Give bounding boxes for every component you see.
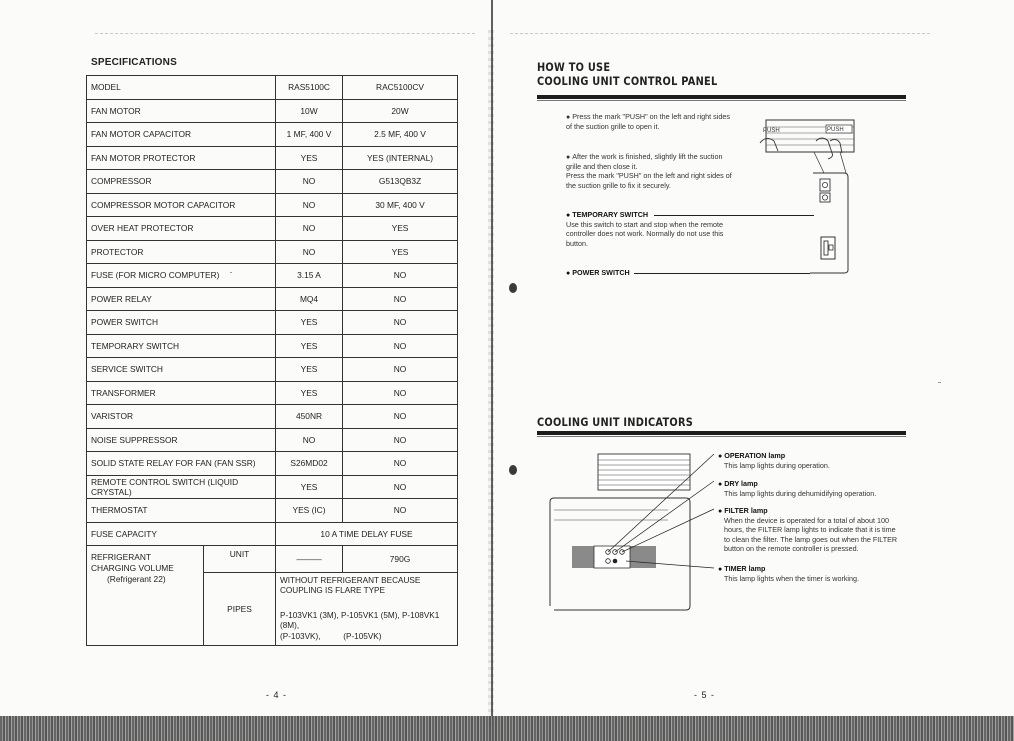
note-text: Press the mark "PUSH" on the left and right sides of the suction grille to fix it securely. [566, 171, 732, 190]
timer-lamp-title: TIMER lamp [724, 564, 766, 573]
refrigerant-label-cell [87, 546, 204, 646]
outdoor-value-cell: NO [343, 334, 458, 358]
temporary-switch-desc: Use this switch to start and stop when the remote controller does not work. Normally do not use this button. [566, 220, 724, 248]
outdoor-value-cell: NO [343, 405, 458, 429]
indoor-value-cell: 3.15 A [276, 264, 343, 288]
table-row [87, 522, 458, 546]
indoor-value-cell: YES (IC) [276, 499, 343, 523]
dry-lamp-note [718, 479, 898, 498]
indoor-value-cell: 1 ΜF, 400 V [276, 123, 343, 147]
outdoor-value-cell: G513QB3Z [343, 170, 458, 194]
section-rule [537, 436, 906, 437]
indoor-value-cell: NO [276, 193, 343, 217]
indoor-value-cell: NO [276, 240, 343, 264]
table-row [87, 264, 458, 288]
filter-lamp-note [718, 506, 900, 553]
section-title-indicators: COOLING UNIT INDICATORS [537, 415, 694, 429]
item-cell: FAN MOTOR CAPACITOR [87, 123, 276, 147]
table-row [87, 193, 458, 217]
table-row [87, 358, 458, 382]
page-number-right: - 5 - [694, 690, 716, 700]
specifications-table [86, 75, 458, 646]
note-text: After the work is finished, slightly lift the suction grille and then close it. [566, 152, 723, 172]
section-rule [537, 431, 906, 435]
bullet-icon: ● [566, 114, 571, 121]
table-row [87, 546, 458, 573]
unit-label-cell: UNIT [204, 546, 276, 573]
bullet-icon: ● [718, 508, 723, 515]
table-row [87, 287, 458, 311]
operation-lamp-note [718, 451, 898, 470]
title-line: HOW TO USE [537, 60, 611, 74]
indoor-value-cell: NO [276, 428, 343, 452]
table-row [87, 170, 458, 194]
header-cell-outdoor-model: RAC5100CV [343, 76, 458, 100]
indoor-value-cell: YES [276, 146, 343, 170]
outdoor-value-cell: NO [343, 381, 458, 405]
binding-line [491, 0, 493, 741]
punch-hole [509, 465, 517, 475]
bullet-icon: ● [718, 566, 723, 573]
item-cell: TRANSFORMER [87, 381, 276, 405]
unit-outdoor-value: 790G [343, 546, 458, 573]
item-cell: TEMPORARY SWITCH [87, 334, 276, 358]
outdoor-value-cell: 30 ΜF, 400 V [343, 193, 458, 217]
indoor-value-cell: NO [276, 170, 343, 194]
header-cell-indoor-model: RAS5100C [276, 76, 343, 100]
outdoor-value-cell: NO [343, 428, 458, 452]
filter-lamp-title: FILTER lamp [724, 506, 768, 515]
push-label-right: PUSH [827, 127, 844, 133]
table-row [87, 405, 458, 429]
indoor-value-cell: YES [276, 334, 343, 358]
table-row [87, 76, 458, 100]
table-row [87, 428, 458, 452]
item-cell: FAN MOTOR PROTECTOR [87, 146, 276, 170]
outdoor-value-cell: NO [343, 358, 458, 382]
pipes-models: P-103VK1 (3M), P-105VK1 (5M), P-108VK1 (8M), [280, 610, 440, 630]
pipes-models: (P-103VK), (P-105VK) [280, 631, 382, 641]
filter-lamp-desc: When the device is operated for a total of about 100 hours, the FILTER lamp lights to indicate that it is time to clean the filter. The lamp goes out when the FILTER button on the remote controller is pressed. [724, 516, 898, 553]
fuse-capacity-value: 10 A TIME DELAY FUSE [276, 522, 458, 546]
item-cell: SERVICE SWITCH [87, 358, 276, 382]
dry-lamp-title: DRY lamp [724, 479, 758, 488]
note-open-grille [566, 112, 736, 131]
operation-lamp-title: OPERATION lamp [724, 451, 786, 460]
table-row [87, 99, 458, 123]
table-row [87, 381, 458, 405]
indoor-value-cell: YES [276, 358, 343, 382]
specifications-title: SPECIFICATIONS [91, 57, 177, 68]
bullet-icon: ● [566, 270, 571, 277]
item-cell: PROTECTOR [87, 240, 276, 264]
page-number-left: - 4 - [266, 690, 288, 700]
pipes-note: WITHOUT REFRIGERANT BECAUSE COUPLING IS FLARE TYPE [280, 575, 421, 595]
bullet-icon: ● [566, 154, 571, 161]
indoor-value-cell: YES [276, 475, 343, 499]
outdoor-value-cell: YES [343, 217, 458, 241]
note-text: Press the mark "PUSH" on the left and right sides of the suction grille to open it. [566, 112, 730, 132]
pipes-label-cell: PIPES [204, 572, 276, 646]
timer-lamp-desc: This lamp lights when the timer is working. [724, 574, 860, 584]
table-row [87, 499, 458, 523]
outdoor-value-cell: 20W [343, 99, 458, 123]
table-row [87, 452, 458, 476]
section-rule [537, 95, 906, 99]
indoor-value-cell: S26MD02 [276, 452, 343, 476]
section-title-control-panel [537, 60, 717, 88]
power-switch-title: POWER SWITCH [572, 268, 630, 277]
indoor-value-cell: MQ4 [276, 287, 343, 311]
section-rule [537, 100, 906, 101]
table-row [87, 240, 458, 264]
indoor-value-cell: YES [276, 381, 343, 405]
item-cell: THERMOSTAT [87, 499, 276, 523]
outdoor-value-cell: NO [343, 475, 458, 499]
title-line: COOLING UNIT CONTROL PANEL [537, 74, 718, 88]
outdoor-value-cell: NO [343, 499, 458, 523]
item-cell: FUSE CAPACITY [87, 522, 276, 546]
item-cell: VARISTOR [87, 405, 276, 429]
item-cell: SOLID STATE RELAY FOR FAN (FAN SSR) [87, 452, 276, 476]
power-switch-note [566, 268, 630, 278]
left-page [0, 0, 490, 741]
item-cell: COMPRESSOR [87, 170, 276, 194]
item-cell: OVER HEAT PROTECTOR [87, 217, 276, 241]
bullet-icon: ● [718, 453, 723, 460]
pipes-description-cell [276, 572, 458, 646]
outdoor-value-cell: NO [343, 287, 458, 311]
indoor-value-cell: YES [276, 311, 343, 335]
temporary-switch-title: TEMPORARY SWITCH [572, 210, 649, 219]
timer-lamp-note [718, 564, 898, 583]
unit-indoor-value: ——— [276, 546, 343, 573]
table-row [87, 334, 458, 358]
scan-bottom-edge [0, 716, 1014, 741]
outdoor-value-cell: NO [343, 264, 458, 288]
item-cell: NOISE SUPPRESSOR [87, 428, 276, 452]
outdoor-value-cell: NO [343, 452, 458, 476]
item-cell: REMOTE CONTROL SWITCH (LIQUID CRYSTAL) [87, 475, 276, 499]
item-cell: POWER SWITCH [87, 311, 276, 335]
table-row [87, 217, 458, 241]
note-close-grille [566, 152, 734, 190]
bullet-icon: ● [566, 212, 571, 219]
item-cell: COMPRESSOR MOTOR CAPACITOR [87, 193, 276, 217]
item-cell: POWER RELAY [87, 287, 276, 311]
indoor-value-cell: 10W [276, 99, 343, 123]
table-row [87, 475, 458, 499]
table-row [87, 123, 458, 147]
scan-speck [938, 382, 941, 383]
push-label-left: PUSH [763, 128, 780, 134]
top-edge-line [510, 33, 930, 35]
outdoor-value-cell: YES (INTERNAL) [343, 146, 458, 170]
item-cell: FUSE (FOR MICRO COMPUTER) [87, 264, 276, 288]
punch-hole [509, 283, 517, 293]
refrigerant-type: (Refrigerant 22) [107, 574, 166, 584]
bullet-icon: ● [718, 481, 723, 488]
operation-lamp-desc: This lamp lights during operation. [724, 461, 830, 471]
header-cell-model: MODEL [87, 76, 276, 100]
outdoor-value-cell: NO [343, 311, 458, 335]
indoor-value-cell: 450NR [276, 405, 343, 429]
scan-speck [230, 272, 232, 273]
outdoor-value-cell: 2.5 ΜF, 400 V [343, 123, 458, 147]
outdoor-value-cell: YES [343, 240, 458, 264]
indoor-value-cell: NO [276, 217, 343, 241]
dry-lamp-desc: This lamp lights during dehumidifying operation. [724, 489, 877, 499]
item-cell: FAN MOTOR [87, 99, 276, 123]
refrigerant-label: REFRIGERANT [91, 552, 152, 562]
refrigerant-label: CHARGING VOLUME [91, 563, 174, 573]
indicators-illustration [548, 448, 723, 614]
table-row [87, 311, 458, 335]
table-row [87, 146, 458, 170]
